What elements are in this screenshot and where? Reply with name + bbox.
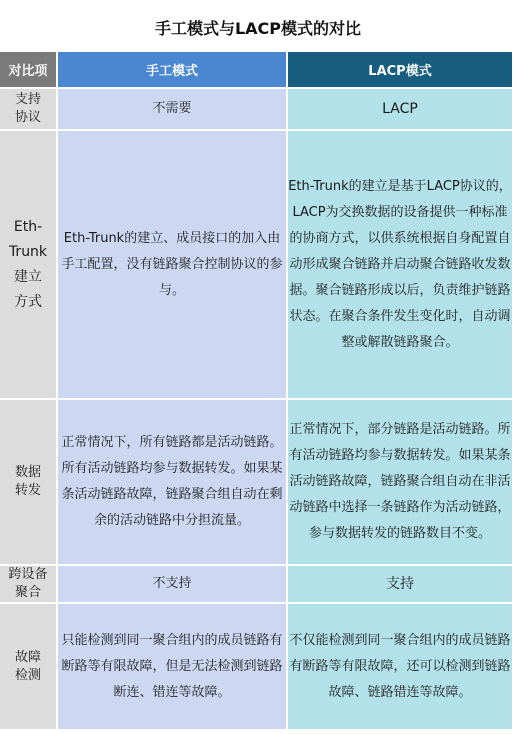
page-title: 手工模式与LACP模式的对比 bbox=[154, 19, 362, 38]
header-row bbox=[0, 52, 514, 89]
cell-lacp-fault-detection: 不仅能检测到同一聚合组内的成员链路有断路等有限故障，还可以检测到链路故障、链路错连等故障。 bbox=[288, 604, 514, 731]
header-lacp-mode: LACP模式 bbox=[288, 52, 514, 89]
row-label-cross-device bbox=[0, 566, 58, 604]
comparison-table bbox=[0, 52, 514, 731]
row-label-forwarding bbox=[0, 400, 58, 566]
label-line: 检测 bbox=[14, 667, 41, 683]
cell-manual-fault-detection: 只能检测到同一聚合组内的成员链路有断路等有限故障，但是无法检测到链路断连、错连等故障。 bbox=[58, 604, 288, 731]
label-line: 支持 bbox=[14, 92, 41, 107]
cell-manual-setup: Eth-Trunk的建立、成员接口的加入由手工配置，没有链路聚合控制协议的参与。 bbox=[58, 131, 288, 400]
table-row bbox=[0, 566, 514, 604]
cell-lacp-forwarding: 正常情况下，部分链路是活动链路。所有活动链路均参与数据转发。如果某条活动链路故障，链路聚合组自动在非活动链路中选择一条链路作为活动链路，参与数据转发的链路数目不变。 bbox=[288, 400, 514, 566]
header-manual-mode: 手工模式 bbox=[58, 52, 288, 89]
label-line: 聚合 bbox=[14, 585, 41, 600]
label-line: 协议 bbox=[14, 110, 41, 125]
label-line: 建立 bbox=[14, 268, 42, 285]
cell-manual-cross-device: 不支持 bbox=[58, 566, 288, 604]
cell-manual-forwarding: 正常情况下，所有链路都是活动链路。所有活动链路均参与数据转发。如果某条活动链路故障，链路聚合组自动在剩余的活动链路中分担流量。 bbox=[58, 400, 288, 566]
table-row bbox=[0, 400, 514, 566]
table-row bbox=[0, 604, 514, 731]
cell-lacp-cross-device: 支持 bbox=[288, 566, 514, 604]
row-label-setup bbox=[0, 131, 58, 400]
row-label-protocol bbox=[0, 89, 58, 131]
label-line: 跨设备 bbox=[8, 567, 48, 582]
cell-manual-protocol: 不需要 bbox=[58, 89, 288, 131]
table-row bbox=[0, 89, 514, 131]
label-line: 数据 bbox=[14, 465, 41, 480]
table-row bbox=[0, 131, 514, 400]
cell-lacp-protocol: LACP bbox=[288, 89, 514, 131]
label-line: 故障 bbox=[14, 649, 41, 665]
label-line: Eth- bbox=[13, 218, 43, 235]
cell-lacp-setup: Eth-Trunk的建立是基于LACP协议的，LACP为交换数据的设备提供一种标准的协商方式，以供系统根据自身配置自动形成聚合链路并启动聚合链路收发数据。聚合链路形成以后，负责维护链路状态。在聚合条件发生变化时，自动调整或解散链路聚合。 bbox=[288, 131, 514, 400]
header-label: 对比项 bbox=[0, 52, 58, 89]
label-line: Trunk bbox=[8, 243, 48, 260]
label-line: 方式 bbox=[14, 293, 42, 310]
label-line: 转发 bbox=[14, 483, 41, 498]
row-label-fault-detection bbox=[0, 604, 58, 731]
